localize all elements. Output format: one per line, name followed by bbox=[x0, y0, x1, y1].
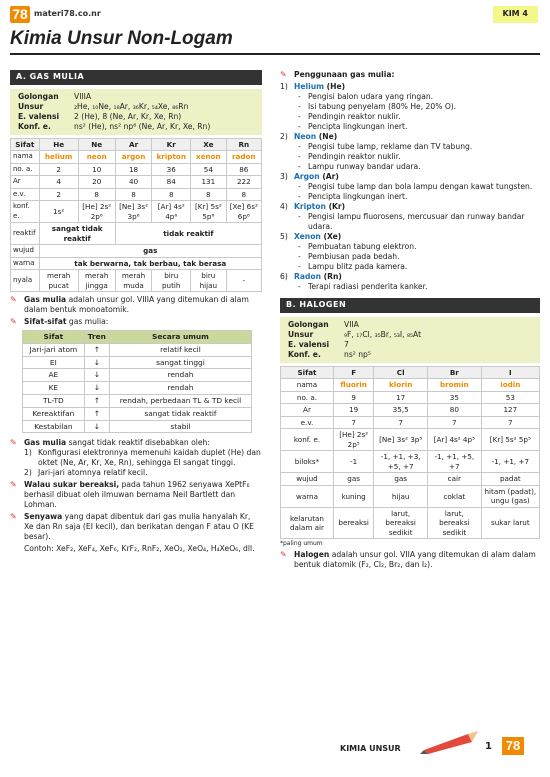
use-item: - Pengisi tube lamp dan bola lampu dengan kawat tungsten. bbox=[294, 182, 540, 192]
table-header: Kr bbox=[152, 138, 191, 151]
reason-text: Konfigurasi elektronnya memenuhi kaidah duplet (He) dan oktet (Ne, Ar, Kr, Xe, Rn), sehingga EI sangat tinggi. bbox=[38, 448, 261, 468]
table-cell: radon bbox=[226, 151, 261, 164]
row-label: no. a. bbox=[11, 163, 40, 176]
element-name: Xenon bbox=[294, 232, 321, 242]
table-cell: [Kr] 5s² 5p⁶ bbox=[191, 201, 227, 223]
use-item: - Pengisi lampu fluorosens, mercusuar dan runway bandar udara. bbox=[294, 212, 540, 232]
note-text: gas mulia: bbox=[66, 317, 109, 327]
use-item: - Pendingin reaktor nuklir. bbox=[294, 112, 540, 122]
use-item: - Lampu runway bandar udara. bbox=[294, 162, 540, 172]
row-label: wujud bbox=[11, 245, 40, 258]
table-cell: 35,5 bbox=[374, 404, 428, 417]
table-cell: TL-TD bbox=[23, 394, 85, 407]
table-header: Cl bbox=[374, 366, 428, 379]
list-item bbox=[280, 132, 540, 172]
halogen-note bbox=[280, 550, 540, 570]
row-label: Ar bbox=[281, 404, 334, 417]
note-text: adalah unsur gol. VIIIA yang ditemukan di alam dalam bentuk monoatomik. bbox=[24, 295, 249, 315]
reason-list bbox=[24, 448, 262, 478]
info-key: E. valensi bbox=[288, 339, 330, 349]
table-cell: [Ar] 4s² 4p⁶ bbox=[152, 201, 191, 223]
site-name[interactable]: materi78.co.nr bbox=[34, 9, 101, 18]
table-row bbox=[23, 356, 252, 369]
table-header: Tren bbox=[84, 331, 109, 344]
table-cell: AE bbox=[23, 369, 85, 382]
uses-title-text: Penggunaan gas mulia: bbox=[294, 70, 395, 79]
table-cell: bereaksi bbox=[333, 507, 373, 539]
bold-term: Sifat-sifat bbox=[24, 317, 67, 327]
bold-term: Gas mulia bbox=[24, 438, 67, 448]
table-cell: iodin bbox=[481, 379, 539, 392]
note-text: sangat tidak reaktif disebabkan oleh: bbox=[66, 438, 210, 448]
list-number: 3) bbox=[280, 172, 288, 182]
table-cell: tidak reaktif bbox=[115, 223, 261, 245]
table-header: Sifat bbox=[281, 366, 334, 379]
uses-title bbox=[280, 70, 540, 80]
pencil-icon: ✎ bbox=[10, 512, 17, 522]
row-label: kelarutan dalam air bbox=[281, 507, 334, 539]
table-row bbox=[11, 245, 262, 258]
table-row bbox=[23, 394, 252, 407]
gas-mulia-table bbox=[10, 138, 262, 293]
table-header: Sifat bbox=[23, 331, 85, 344]
table-footnote: *paling umum bbox=[280, 540, 323, 548]
list-item bbox=[10, 295, 262, 315]
table-cell: 1s² bbox=[39, 201, 78, 223]
table-cell: 80 bbox=[428, 404, 482, 417]
gas-mulia-info-box bbox=[10, 89, 262, 135]
table-cell: 17 bbox=[374, 391, 428, 404]
trend-arrow-icon: ↑ bbox=[84, 394, 109, 407]
table-cell: xenon bbox=[191, 151, 227, 164]
table-row bbox=[23, 343, 252, 356]
note-text: adalah unsur gol. VIIA yang ditemukan di alam dalam bentuk diatomik (F₂, Cl₂, Br₂, dan I₂). bbox=[294, 550, 536, 570]
right-column bbox=[280, 70, 540, 570]
use-item: - Isi tabung penyelam (80% He, 20% O). bbox=[294, 102, 540, 112]
list-item bbox=[280, 272, 540, 292]
list-number: 5) bbox=[280, 232, 288, 242]
list-item bbox=[280, 82, 540, 132]
table-row bbox=[23, 382, 252, 395]
table-row bbox=[281, 451, 540, 473]
bold-term: Walau sukar bereaksi, bbox=[24, 480, 120, 490]
table-cell: -1, +1, +3, +5, +7 bbox=[374, 451, 428, 473]
list-item bbox=[10, 438, 262, 478]
table-header: Br bbox=[428, 366, 482, 379]
table-row bbox=[281, 429, 540, 451]
table-header: I bbox=[481, 366, 539, 379]
element-symbol: (Xe) bbox=[320, 232, 342, 242]
table-cell: 36 bbox=[152, 163, 191, 176]
table-row bbox=[11, 176, 262, 189]
info-value: 2 (He), 8 (Ne, Ar, Kr, Xe, Rn) bbox=[74, 111, 182, 121]
element-symbol: (He) bbox=[324, 82, 346, 92]
table-row bbox=[11, 188, 262, 201]
table-cell: 20 bbox=[78, 176, 115, 189]
table-cell: [Xe] 6s² 6p⁶ bbox=[226, 201, 261, 223]
table-row bbox=[23, 420, 252, 433]
table-cell: argon bbox=[115, 151, 152, 164]
trend-table bbox=[22, 330, 252, 433]
list-number: 1) bbox=[24, 448, 32, 458]
use-item: - Pendingin reaktor nuklir. bbox=[294, 152, 540, 162]
table-cell: 127 bbox=[481, 404, 539, 417]
table-cell: 54 bbox=[191, 163, 227, 176]
footer-label: KIMIA UNSUR bbox=[340, 744, 401, 753]
list-item bbox=[10, 512, 262, 554]
row-label: e.v. bbox=[11, 188, 40, 201]
table-cell: 10 bbox=[78, 163, 115, 176]
table-cell: [Ne] 3s² 3p⁵ bbox=[374, 429, 428, 451]
table-cell: 40 bbox=[115, 176, 152, 189]
table-header: Sifat bbox=[11, 138, 40, 151]
element-name: Radon bbox=[294, 272, 322, 282]
table-cell: 8 bbox=[78, 188, 115, 201]
note-text: pada tahun 1962 senyawa XePtF₆ berhasil dibuat oleh ilmuwan bernama Neil Bartlett dan Lohman. bbox=[24, 480, 250, 510]
table-cell: gas bbox=[333, 473, 373, 486]
table-header-row bbox=[11, 138, 262, 151]
table-cell: merah pucat bbox=[39, 270, 78, 292]
table-cell: rendah bbox=[109, 369, 251, 382]
table-cell: 131 bbox=[191, 176, 227, 189]
info-key: Unsur bbox=[288, 329, 314, 339]
trend-arrow-icon: ↑ bbox=[84, 343, 109, 356]
table-header: He bbox=[39, 138, 78, 151]
trend-arrow-icon: ↓ bbox=[84, 356, 109, 369]
info-value: ns² np⁵ bbox=[344, 349, 371, 359]
table-cell: 7 bbox=[333, 416, 373, 429]
table-cell: coklat bbox=[428, 485, 482, 507]
table-cell: 8 bbox=[115, 188, 152, 201]
table-row bbox=[281, 379, 540, 392]
uses-list bbox=[280, 82, 540, 292]
table-cell: fluorin bbox=[333, 379, 373, 392]
table-cell: KE bbox=[23, 382, 85, 395]
table-cell: Kereaktifan bbox=[23, 407, 85, 420]
info-key: Konf. e. bbox=[288, 349, 321, 359]
trend-arrow-icon: ↑ bbox=[84, 407, 109, 420]
table-cell: 7 bbox=[374, 416, 428, 429]
list-item bbox=[10, 317, 262, 327]
table-cell: padat bbox=[481, 473, 539, 486]
table-cell: 19 bbox=[333, 404, 373, 417]
row-label: nama bbox=[281, 379, 334, 392]
bold-term: Senyawa bbox=[24, 512, 63, 522]
chapter-tag: KIM 4 bbox=[493, 6, 539, 23]
section-b-title: B. HALOGEN bbox=[280, 298, 540, 313]
halogen-info-box bbox=[280, 317, 540, 363]
table-cell: Kestabilan bbox=[23, 420, 85, 433]
table-row bbox=[281, 391, 540, 404]
list-item bbox=[24, 448, 262, 468]
pencil-icon: ✎ bbox=[10, 295, 17, 305]
table-cell: 35 bbox=[428, 391, 482, 404]
row-label: nyala bbox=[11, 270, 40, 292]
pencil-icon: ✎ bbox=[10, 438, 17, 448]
row-label: nama bbox=[11, 151, 40, 164]
table-cell: [He] 2s² 2p⁵ bbox=[333, 429, 373, 451]
table-cell: 8 bbox=[226, 188, 261, 201]
table-row bbox=[281, 485, 540, 507]
table-cell: larut, bereaksi sedikit bbox=[374, 507, 428, 539]
element-symbol: (Ar) bbox=[319, 172, 339, 182]
row-label: biloks* bbox=[281, 451, 334, 473]
bold-term: Gas mulia bbox=[24, 295, 67, 305]
list-item bbox=[280, 202, 540, 232]
gas-mulia-notes-2 bbox=[10, 438, 262, 554]
use-item: - Terapi radiasi penderita kanker. bbox=[294, 282, 540, 292]
table-cell: larut, bereaksi sedikit bbox=[428, 507, 482, 539]
info-value: 7 bbox=[344, 339, 349, 349]
info-value: ₉F, ₁₇Cl, ₃₅Br, ₅₃I, ₈₅At bbox=[344, 329, 422, 339]
list-number: 1) bbox=[280, 82, 288, 92]
row-label: no. a. bbox=[281, 391, 334, 404]
table-cell: rendah bbox=[109, 382, 251, 395]
table-cell: sangat tinggi bbox=[109, 356, 251, 369]
list-number: 6) bbox=[280, 272, 288, 282]
table-cell: gas bbox=[39, 245, 261, 258]
use-item: - Lampu blitz pada kamera. bbox=[294, 262, 540, 272]
element-name: Helium bbox=[294, 82, 325, 92]
table-cell: 2 bbox=[39, 163, 78, 176]
table-row bbox=[11, 201, 262, 223]
table-row bbox=[23, 369, 252, 382]
table-cell: biru putih bbox=[152, 270, 191, 292]
row-label: warna bbox=[281, 485, 334, 507]
table-row bbox=[281, 404, 540, 417]
table-row bbox=[281, 416, 540, 429]
example-text: Contoh: XeF₂, XeF₄, XeF₆, KrF₂, RnF₂, XeO₂, XeO₄, H₄XeO₆, dll. bbox=[24, 544, 255, 554]
row-label: konf. e. bbox=[11, 201, 40, 223]
table-cell: rendah, perbedaan TL & TD kecil bbox=[109, 394, 251, 407]
table-cell: 9 bbox=[333, 391, 373, 404]
info-value: VIIIA bbox=[74, 91, 92, 101]
table-cell: -1, +1, +5, +7 bbox=[428, 451, 482, 473]
table-cell: [He] 2s² 2p⁶ bbox=[78, 201, 115, 223]
trend-arrow-icon: ↓ bbox=[84, 420, 109, 433]
info-key: Golongan bbox=[18, 91, 59, 101]
table-cell: [Kr] 5s² 5p⁵ bbox=[481, 429, 539, 451]
table-header: Xe bbox=[191, 138, 227, 151]
table-row bbox=[11, 223, 262, 245]
table-cell: sukar larut bbox=[481, 507, 539, 539]
table-cell: [Ar] 4s² 4p⁵ bbox=[428, 429, 482, 451]
table-cell: 7 bbox=[428, 416, 482, 429]
table-cell: hijau bbox=[374, 485, 428, 507]
table-header: Secara umum bbox=[109, 331, 251, 344]
table-header: F bbox=[333, 366, 373, 379]
use-item: - Pengisi tube lamp, reklame dan TV tabung. bbox=[294, 142, 540, 152]
table-cell: 2 bbox=[39, 188, 78, 201]
table-cell: - bbox=[226, 270, 261, 292]
table-row bbox=[11, 163, 262, 176]
row-label: warna bbox=[11, 257, 40, 270]
info-value: VIIA bbox=[344, 319, 359, 329]
reason-text: Jari-jari atomnya relatif kecil. bbox=[38, 468, 148, 478]
table-cell: hitam (padat), ungu (gas) bbox=[481, 485, 539, 507]
gas-mulia-notes bbox=[10, 295, 262, 327]
table-cell: Jari-jari atom bbox=[23, 343, 85, 356]
table-header-row bbox=[281, 366, 540, 379]
table-cell: 84 bbox=[152, 176, 191, 189]
list-number: 2) bbox=[24, 468, 32, 478]
element-name: Argon bbox=[294, 172, 320, 182]
info-key: E. valensi bbox=[18, 111, 60, 121]
section-a-title: A. GAS MULIA bbox=[10, 70, 262, 85]
use-item: - Pencipta lingkungan inert. bbox=[294, 192, 540, 202]
table-cell: 8 bbox=[191, 188, 227, 201]
table-cell: neon bbox=[78, 151, 115, 164]
table-cell: 4 bbox=[39, 176, 78, 189]
element-symbol: (Kr) bbox=[325, 202, 346, 212]
table-cell: bromin bbox=[428, 379, 482, 392]
table-cell: klorin bbox=[374, 379, 428, 392]
table-cell: 222 bbox=[226, 176, 261, 189]
pencil-icon: ✎ bbox=[280, 550, 287, 560]
info-key: Golongan bbox=[288, 319, 329, 329]
info-value: ₂He, ₁₀Ne, ₁₈Ar, ₃₆Kr, ₅₄Xe, ₈₆Rn bbox=[74, 101, 189, 111]
row-label: Ar bbox=[11, 176, 40, 189]
table-cell: 8 bbox=[152, 188, 191, 201]
row-label: e.v. bbox=[281, 416, 334, 429]
table-cell: sangat tidak reaktif bbox=[109, 407, 251, 420]
element-name: Kripton bbox=[294, 202, 326, 212]
table-cell: merah muda bbox=[115, 270, 152, 292]
table-row bbox=[11, 151, 262, 164]
note-text: yang dapat dibentuk dari gas mulia hanyalah Kr, Xe dan Rn saja (EI kecil), dan berikatan dengan F atau O (KE besar). bbox=[24, 512, 254, 542]
list-item bbox=[280, 172, 540, 202]
use-item: - Pembuatan tabung elektron. bbox=[294, 242, 540, 252]
table-cell: 18 bbox=[115, 163, 152, 176]
info-key: Unsur bbox=[18, 101, 44, 111]
footer-logo: 78 bbox=[502, 737, 524, 755]
pencil-icon: ✎ bbox=[10, 317, 17, 327]
pencil-icon: ✎ bbox=[10, 480, 17, 490]
table-header: Ne bbox=[78, 138, 115, 151]
row-label: wujud bbox=[281, 473, 334, 486]
trend-arrow-icon: ↓ bbox=[84, 382, 109, 395]
list-item bbox=[24, 468, 262, 478]
table-row bbox=[281, 507, 540, 539]
use-item: - Pembiusan pada bedah. bbox=[294, 252, 540, 262]
bold-term: Halogen bbox=[294, 550, 330, 560]
halogen-table bbox=[280, 366, 540, 540]
use-item: - Pencipta lingkungan inert. bbox=[294, 122, 540, 132]
list-item bbox=[280, 232, 540, 272]
table-cell: kuning bbox=[333, 485, 373, 507]
table-row bbox=[281, 473, 540, 486]
page-number: 1 bbox=[485, 741, 492, 752]
table-cell: EI bbox=[23, 356, 85, 369]
info-key: Konf. e. bbox=[18, 121, 51, 131]
left-column bbox=[10, 70, 262, 556]
table-cell: kripton bbox=[152, 151, 191, 164]
table-cell: [Ne] 3s² 3p⁶ bbox=[115, 201, 152, 223]
list-item bbox=[10, 480, 262, 510]
list-number: 4) bbox=[280, 202, 288, 212]
use-item: - Pengisi balon udara yang ringan. bbox=[294, 92, 540, 102]
pencil-icon: ✎ bbox=[280, 70, 287, 79]
element-name: Neon bbox=[294, 132, 317, 142]
page-title: Kimia Unsur Non-Logam bbox=[10, 26, 540, 55]
table-row bbox=[11, 270, 262, 292]
table-cell: gas bbox=[374, 473, 428, 486]
table-cell: biru hijau bbox=[191, 270, 227, 292]
table-header: Rn bbox=[226, 138, 261, 151]
table-row bbox=[23, 407, 252, 420]
site-logo: 78 bbox=[10, 6, 30, 23]
trend-arrow-icon: ↓ bbox=[84, 369, 109, 382]
table-cell: 86 bbox=[226, 163, 261, 176]
element-symbol: (Rn) bbox=[321, 272, 342, 282]
table-cell: cair bbox=[428, 473, 482, 486]
table-cell: -1, +1, +7 bbox=[481, 451, 539, 473]
table-cell: tak berwarna, tak berbau, tak berasa bbox=[39, 257, 261, 270]
table-cell: relatif kecil bbox=[109, 343, 251, 356]
info-value: ns² (He), ns² np⁶ (Ne, Ar, Kr, Xe, Rn) bbox=[74, 121, 211, 131]
table-cell: stabil bbox=[109, 420, 251, 433]
table-header: Ar bbox=[115, 138, 152, 151]
table-cell: -1 bbox=[333, 451, 373, 473]
table-cell: 53 bbox=[481, 391, 539, 404]
table-row bbox=[11, 257, 262, 270]
table-cell: sangat tidak reaktif bbox=[39, 223, 115, 245]
table-cell: helium bbox=[39, 151, 78, 164]
element-symbol: (Ne) bbox=[316, 132, 338, 142]
row-label: konf. e. bbox=[281, 429, 334, 451]
row-label: reaktif bbox=[11, 223, 40, 245]
table-cell: merah jingga bbox=[78, 270, 115, 292]
pencil-illustration-icon bbox=[420, 730, 480, 754]
table-cell: 7 bbox=[481, 416, 539, 429]
list-number: 2) bbox=[280, 132, 288, 142]
